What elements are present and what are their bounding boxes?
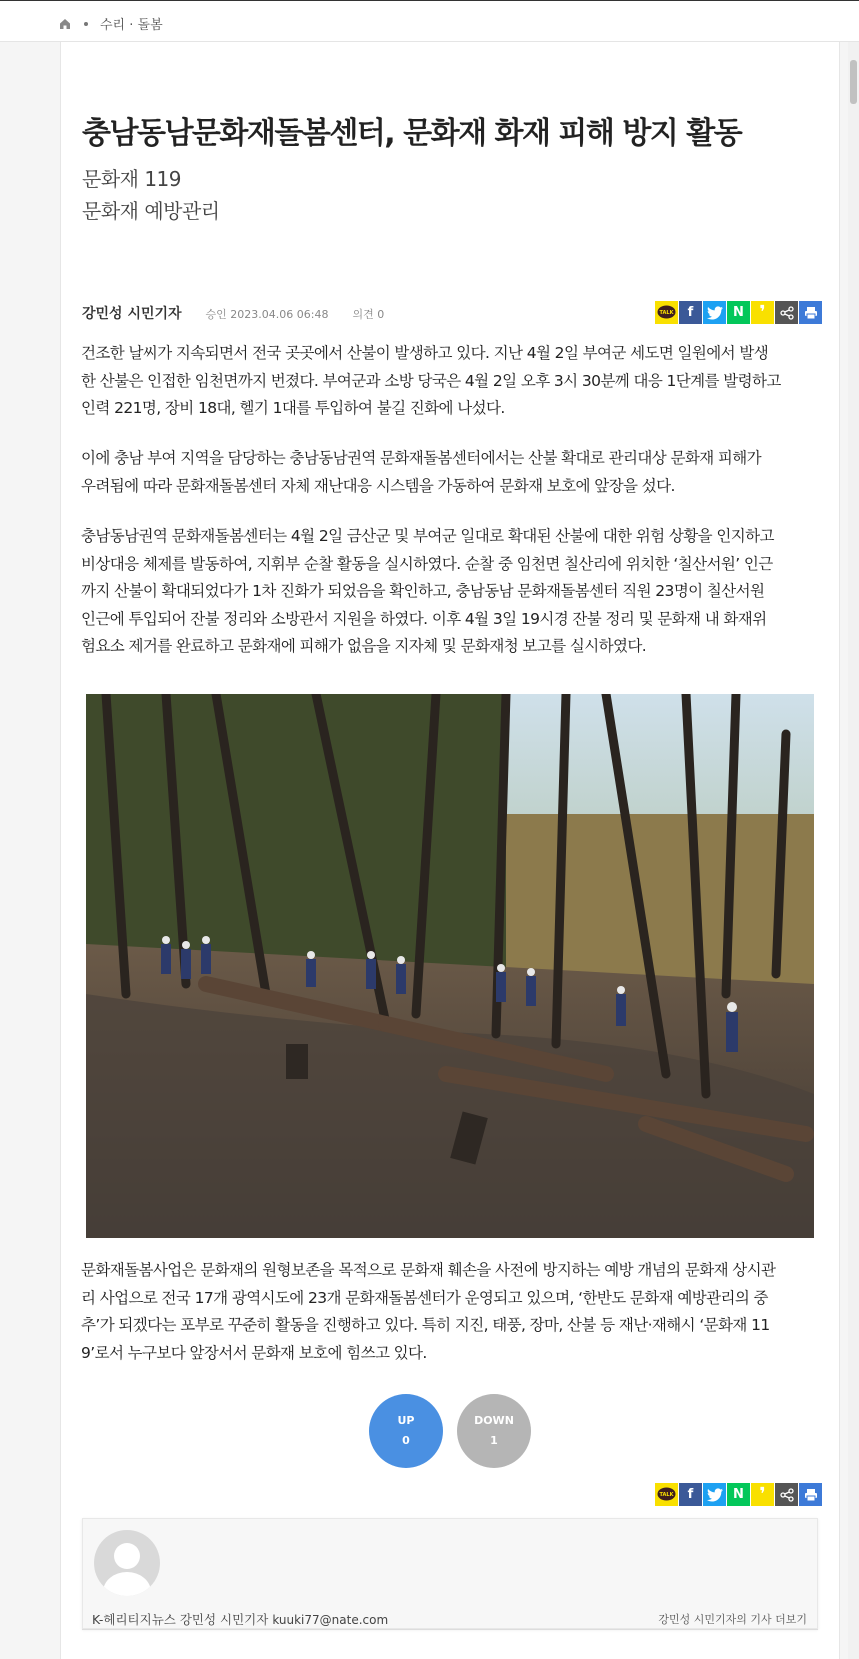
share-button[interactable] [775, 1483, 798, 1506]
paragraph-line: 험요소 제거를 완료하고 문화재에 피해가 없음을 지자체 및 문화재청 보고를 실시하였다. [81, 637, 647, 655]
article-subtitle-2: 문화재 예방관리 [82, 199, 220, 223]
paragraph-line: 이에 충남 부여 지역을 담당하는 충남동남권역 문화재돌봄센터에서는 산불 확대로 관리대상 문화재 피해가 [81, 449, 762, 467]
facebook-icon: f [687, 1487, 694, 1502]
article-paragraph-2 [81, 445, 821, 500]
share-bar-top [655, 301, 822, 324]
home-icon[interactable] [58, 17, 72, 31]
twitter-share-button[interactable] [703, 1483, 726, 1506]
paragraph-line: 한 산불은 인접한 임천면까지 번졌다. 부여군과 소방 당국은 4월 2일 오후 3시 30분께 대응 1단계를 발령하고 [81, 371, 781, 390]
author-profile-box [82, 1518, 818, 1629]
print-button[interactable] [799, 301, 822, 324]
article-photo [86, 694, 814, 1238]
paragraph-line: 추’가 되겠다는 포부로 꾸준히 활동을 진행하고 있다. 특히 지진, 태풍, 장마, 산불 등 재난·재해시 ‘문화재 11 [81, 1316, 770, 1334]
kakaostory-share-button[interactable] [751, 1483, 774, 1506]
paragraph-line: 9’로서 누구보다 앞장서서 문화재 보호에 힘쓰고 있다. [81, 1343, 427, 1362]
article-paragraph-1 [81, 340, 821, 423]
kakaotalk-share-button[interactable] [655, 301, 678, 324]
article-paragraph-4 [81, 1257, 821, 1367]
article-title: 충남동남문화재돌봄센터, 문화재 화재 피해 방지 활동 [82, 116, 742, 151]
breadcrumb-category[interactable]: 수리 · 돌봄 [100, 18, 163, 33]
downvote-label: DOWN [474, 1414, 514, 1427]
kakaostory-icon: ❜ [759, 302, 766, 323]
author-outlet-name: K-헤리티지뉴스 강민성 시민기자 [92, 1612, 269, 1627]
author-name[interactable]: 강민성 시민기자 [82, 306, 182, 322]
share-icon [780, 306, 794, 320]
breadcrumb-separator [84, 22, 88, 26]
naver-icon: N [733, 1487, 744, 1502]
paragraph-line: 문화재돌봄사업은 문화재의 원형보존을 목적으로 문화재 훼손을 사전에 방지하는 예방 개념의 문화재 상시관 [81, 1261, 776, 1279]
kakaotalk-icon [657, 1487, 676, 1502]
author-email[interactable]: kuuki77@nate.com [272, 1613, 389, 1627]
kakaostory-share-button[interactable] [751, 301, 774, 324]
facebook-share-button[interactable] [679, 1483, 702, 1506]
author-avatar [94, 1530, 160, 1596]
print-button[interactable] [799, 1483, 822, 1506]
top-bar [0, 0, 859, 42]
facebook-share-button[interactable] [679, 301, 702, 324]
upvote-button[interactable] [369, 1394, 443, 1468]
kakaotalk-icon [657, 305, 676, 320]
naver-share-button[interactable] [727, 1483, 750, 1506]
comment-count[interactable]: 의견 0 [352, 308, 385, 321]
kakaostory-icon: ❜ [759, 1484, 766, 1505]
share-button[interactable] [775, 301, 798, 324]
paragraph-line: 까지 산불이 확대되었다가 1차 진화가 되었음을 확인하고, 충남동남 문화재돌봄센터 직원 23명이 칠산서원 [81, 582, 765, 600]
paragraph-line: 비상대응 체제를 발동하여, 지휘부 순찰 활동을 실시하였다. 순찰 중 임천면 칠산리에 위치한 ‘칠산서원’ 인근 [81, 554, 773, 573]
naver-share-button[interactable] [727, 301, 750, 324]
article-subtitle-1: 문화재 119 [82, 167, 181, 191]
paragraph-line: 우려됨에 따라 문화재돌봄센터 자체 재난대응 시스템을 가동하여 문화재 보호에 앞장을 섰다. [81, 476, 675, 495]
article-paragraph-3 [81, 523, 821, 661]
upvote-label: UP [397, 1414, 415, 1427]
scrollbar-thumb[interactable] [850, 60, 857, 104]
share-bar-bottom [655, 1483, 822, 1506]
downvote-button[interactable] [457, 1394, 531, 1468]
twitter-icon [707, 1488, 723, 1502]
scrollbar-track[interactable] [848, 42, 859, 1659]
paragraph-line: 리 사업으로 전국 17개 광역시도에 23개 문화재돌봄센터가 운영되고 있으며, ‘한반도 문화재 예방관리의 중 [81, 1288, 768, 1307]
svg-text:TALK: TALK [659, 1492, 674, 1498]
kakaotalk-share-button[interactable] [655, 1483, 678, 1506]
print-icon [804, 306, 818, 320]
downvote-count: 1 [490, 1434, 498, 1447]
breadcrumb [58, 14, 163, 33]
approval-date: 승인 2023.04.06 06:48 [205, 308, 329, 321]
divider [82, 1629, 818, 1630]
forest-fire-cleanup-image [86, 694, 814, 1238]
svg-text:TALK: TALK [659, 310, 674, 316]
paragraph-line: 충남동남권역 문화재돌봄센터는 4월 2일 금산군 및 부여군 일대로 확대된 산불에 대한 위험 상황을 인지하고 [81, 527, 774, 545]
share-icon [780, 1488, 794, 1502]
more-articles-link[interactable]: 강민성 시민기자의 기사 더보기 [658, 1613, 807, 1626]
default-avatar-icon [94, 1530, 160, 1596]
paragraph-line: 인근에 투입되어 잔불 정리와 소방관서 지원을 하였다. 이후 4월 3일 19시경 잔불 정리 및 문화재 내 화재위 [81, 609, 767, 628]
paragraph-line: 건조한 날씨가 지속되면서 전국 곳곳에서 산불이 발생하고 있다. 지난 4월 2일 부여군 세도면 일원에서 발생 [81, 344, 769, 362]
print-icon [804, 1488, 818, 1502]
twitter-icon [707, 306, 723, 320]
naver-icon: N [733, 305, 744, 320]
author-info [92, 1610, 388, 1628]
paragraph-line: 인력 221명, 장비 18대, 헬기 1대를 투입하여 불길 진화에 나섰다. [81, 399, 505, 417]
twitter-share-button[interactable] [703, 301, 726, 324]
facebook-icon: f [687, 305, 694, 320]
byline [82, 303, 408, 323]
upvote-count: 0 [402, 1434, 410, 1447]
